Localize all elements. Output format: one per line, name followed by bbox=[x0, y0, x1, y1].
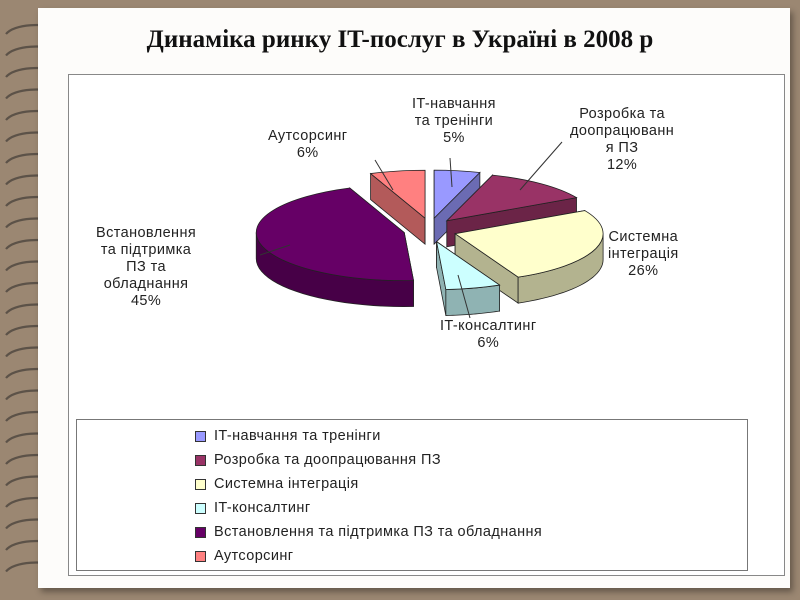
label-installation-line: обладнання bbox=[103, 276, 189, 292]
label-installation-line: Встановлення bbox=[96, 225, 197, 241]
legend-label: Системна інтеграція bbox=[214, 476, 359, 492]
legend-item bbox=[195, 544, 542, 568]
label-installation-line: та підтримка bbox=[100, 242, 192, 258]
label-installation-line: 45% bbox=[130, 293, 162, 309]
label-integration-line: 26% bbox=[628, 263, 659, 279]
label-development-line: доопрацюванн bbox=[570, 123, 675, 139]
legend-item bbox=[195, 520, 542, 544]
label-development bbox=[570, 106, 674, 174]
label-integration-line: інтеграція bbox=[608, 246, 679, 262]
chart-legend bbox=[76, 419, 748, 571]
label-outsourcing bbox=[268, 128, 347, 162]
leader-line bbox=[520, 142, 562, 190]
legend-label: Розробка та доопрацювання ПЗ bbox=[214, 452, 441, 468]
page-title: Динаміка ринку IT-послуг в Україні в 2008 р bbox=[146, 26, 654, 53]
legend-label: IT-консалтинг bbox=[214, 500, 311, 516]
legend-label: IT-навчання та тренінги bbox=[214, 428, 381, 444]
legend-item bbox=[195, 472, 542, 496]
legend-item bbox=[195, 424, 542, 448]
label-installation bbox=[96, 225, 196, 310]
label-consulting-line: 6% bbox=[477, 335, 500, 351]
legend-swatch bbox=[195, 503, 206, 514]
label-outsourcing-line: Аутсорсинг bbox=[268, 128, 348, 144]
legend-swatch bbox=[195, 527, 206, 538]
label-installation-line: ПЗ та bbox=[126, 259, 166, 275]
label-development-line: я ПЗ bbox=[605, 140, 639, 156]
label-consulting-line: IT-консалтинг bbox=[440, 318, 537, 334]
label-training-line: 5% bbox=[443, 130, 465, 146]
legend-swatch bbox=[195, 431, 206, 442]
label-development-line: 12% bbox=[606, 157, 638, 173]
label-integration-line: Системна bbox=[608, 229, 679, 245]
legend-item bbox=[195, 496, 542, 520]
legend-label: Встановлення та підтримка ПЗ та обладнання bbox=[214, 524, 543, 540]
legend-label: Аутсорсинг bbox=[214, 548, 294, 564]
legend-swatch bbox=[195, 551, 206, 562]
label-development-line: Розробка та bbox=[579, 106, 665, 122]
label-training-line: та тренінги bbox=[414, 113, 494, 129]
label-outsourcing-line: 6% bbox=[296, 145, 319, 161]
label-training bbox=[412, 96, 496, 147]
legend-item bbox=[195, 448, 542, 472]
legend-swatch bbox=[195, 455, 206, 466]
label-training-line: IT-навчання bbox=[412, 96, 496, 112]
label-consulting bbox=[440, 318, 537, 352]
legend-swatch bbox=[195, 479, 206, 490]
label-integration bbox=[608, 229, 679, 280]
